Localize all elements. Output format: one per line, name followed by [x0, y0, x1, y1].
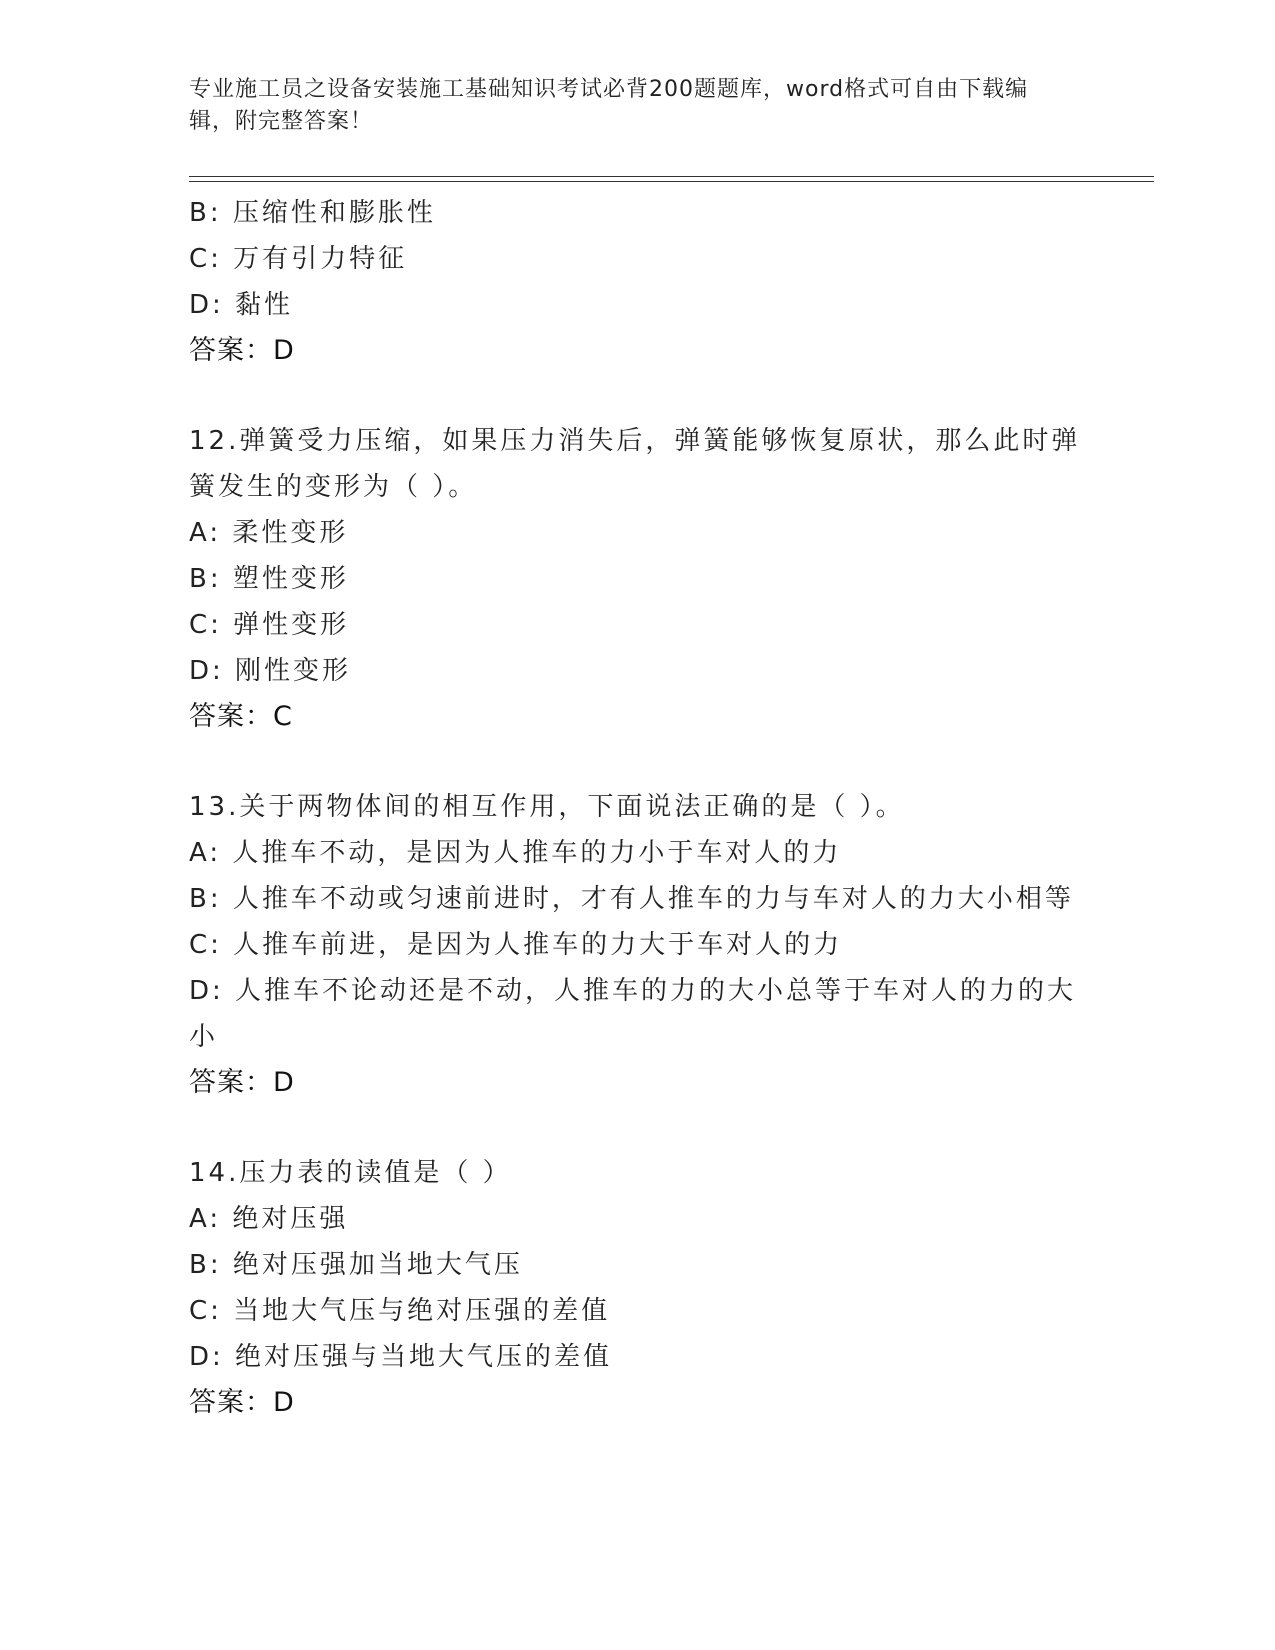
option-c: C: 人推车前进，是因为人推车的力大于车对人的力	[189, 930, 843, 960]
option-a: A: 柔性变形	[189, 518, 349, 548]
option-d: D: 绝对压强与当地大气压的差值	[189, 1342, 613, 1372]
question-content	[189, 190, 1089, 1426]
spacer	[189, 374, 1089, 418]
option-d: D: 刚性变形	[189, 656, 352, 686]
option-a: A: 人推车不动，是因为人推车的力小于车对人的力	[189, 838, 842, 868]
option-b: B: 塑性变形	[189, 564, 349, 594]
option-b: B: 人推车不动或匀速前进时，才有人推车的力与车对人的力大小相等	[189, 884, 1074, 914]
option-c: C: 万有引力特征	[189, 244, 408, 274]
question-12	[189, 418, 1089, 740]
option-d-continued: 小	[189, 1022, 219, 1052]
option-c: C: 弹性变形	[189, 610, 350, 640]
question-14	[189, 1150, 1089, 1426]
header-divider-top	[189, 176, 1154, 177]
option-c: C: 当地大气压与绝对压强的差值	[189, 1296, 611, 1326]
question-13	[189, 784, 1089, 1106]
spacer	[189, 1106, 1089, 1150]
answer: 答案：D	[189, 1387, 295, 1418]
question-stem: 14.压力表的读值是（ ）	[189, 1158, 512, 1188]
option-a: A: 绝对压强	[189, 1204, 349, 1234]
question-stem: 13.关于两物体间的相互作用，下面说法正确的是（ ）。	[189, 792, 905, 822]
question-stem: 12.弹簧受力压缩，如果压力消失后，弹簧能够恢复原状，那么此时弹	[189, 426, 1081, 456]
option-d: D: 黏性	[189, 290, 294, 320]
option-d: D: 人推车不论动还是不动，人推车的力的大小总等于车对人的力的大	[189, 976, 1077, 1006]
answer: 答案：C	[189, 701, 293, 732]
option-b: B: 压缩性和膨胀性	[189, 198, 436, 228]
header-divider-bottom	[189, 181, 1154, 182]
answer: 答案：D	[189, 1067, 295, 1098]
question-stem-continued: 簧发生的变形为（ ）。	[189, 472, 478, 502]
spacer	[189, 740, 1089, 784]
answer: 答案：D	[189, 335, 295, 366]
document-header: 专业施工员之设备安装施工基础知识考试必背200题题库，word格式可自由下载编辑，附完整答案！	[189, 77, 1029, 134]
question-11-continued	[189, 190, 1089, 374]
option-b: B: 绝对压强加当地大气压	[189, 1250, 523, 1280]
